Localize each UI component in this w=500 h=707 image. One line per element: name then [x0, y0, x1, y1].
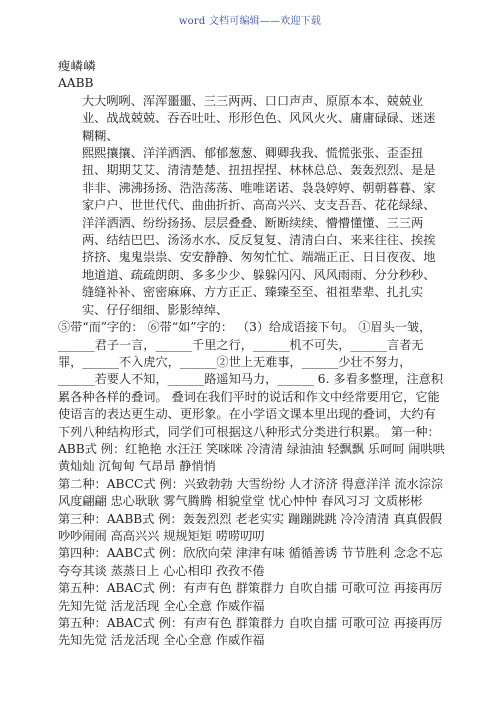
paragraph-8: 第五种：ABAC式 例：有声有色 群策群力 自吹自擂 可歌可泣 再接再厉 先知先觉 活龙活现 全心全意 作威作福 — [58, 616, 443, 648]
paragraph-1: 大大咧咧、浑浑噩噩、三三两两、口口声声、原原本本、兢兢业业、战战兢兢、吞吞吐吐、形形色色、风风火火、庸庸碌碌、迷迷糊糊、 — [82, 93, 436, 143]
paragraph-3: ⑤带“而”字的： ⑥带“如”字的： （3）给成语接下句。 ①眉头一皱，______君子一言，______千里之行，______机不可失，______言者无罪，______不入虎穴，______②世上无难事，______少壮不努力，______若要人不知，______路遥知马力，______ 6. 多看多整理，注意积累各种各样的叠词。 叠词在我们平时的说话和作文中经常要用它，它能使语言的表达更生动、更形象。在小学语文课本里出现的叠词，大约有下列八种结构形式，同学们可根据这八种形式分类进行积累。 第一种：ABB式 例：红艳艳 水汪汪 笑咪咪 冷清清 绿油油 轻飘飘 乐呵呵 闹哄哄 黄灿灿 沉甸甸 气昂昂 静悄悄 — [58, 320, 445, 474]
paragraph-4: 第二种：ABCC式 例：兴致勃勃 大雪纷纷 人才济济 得意洋洋 流水淙淙 风度翩翩 忠心耿耿 雾气腾腾 相貌堂堂 忧心忡忡 春风习习 文质彬彬 — [58, 476, 444, 509]
document-body — [58, 58, 446, 650]
paragraph-5: 第三种：AABB式 例：轰轰烈烈 老老实实 蹦蹦跳跳 冷冷清清 真真假假 吵吵闹闹 高高兴兴 规规矩矩 唠唠叨叨 — [58, 511, 442, 543]
heading-subtitle: AABB — [58, 76, 94, 91]
paragraph-6: 第四种：AABC式 例：欣欣向荣 津津有味 循循善诱 节节胜利 念念不忘 夸夸其谈 蒸蒸日上 心心相印 孜孜不倦 — [58, 546, 443, 578]
paragraph-2: 熙熙攘攘、洋洋洒洒、郁郁葱葱、卿卿我我、慌慌张张、歪歪扭扭、期期艾艾、清清楚楚、扭扭捏捏、林林总总、轰轰烈烈、是是非非、沸沸扬扬、浩浩荡荡、唯唯诺诺、袅袅婷婷、朝朝暮暮、家家户户、世世代代、曲曲折折、高高兴兴、支支吾吾、花花绿绿、洋洋洒洒、纷纷扬扬、层层叠叠、断断续续、懵懵懂懂、三三两两、结结巴巴、汤汤水水、反反复复、清清白白、来来往往、挨挨挤挤、鬼鬼祟祟、安安静静、匆匆忙忙、端端正正、日日夜夜、地地道道、疏疏朗朗、多多少少、躲躲闪闪、风风雨雨、分分秒秒、缝缝补补、密密麻麻、方方正正、臻臻至至、祖祖辈辈、扎扎实实、仔仔细细、影影绰绰、 — [82, 146, 436, 317]
page-header: word 文档可编辑——欢迎下载 — [178, 16, 322, 27]
paragraph-7: 第五种：ABAC式 例：有声有色 群策群力 自吹自擂 可歌可泣 再接再厉 先知先觉 活龙活现 全心全意 作威作福 — [58, 581, 443, 613]
heading-title: 瘦嶙嶙 — [58, 59, 97, 73]
